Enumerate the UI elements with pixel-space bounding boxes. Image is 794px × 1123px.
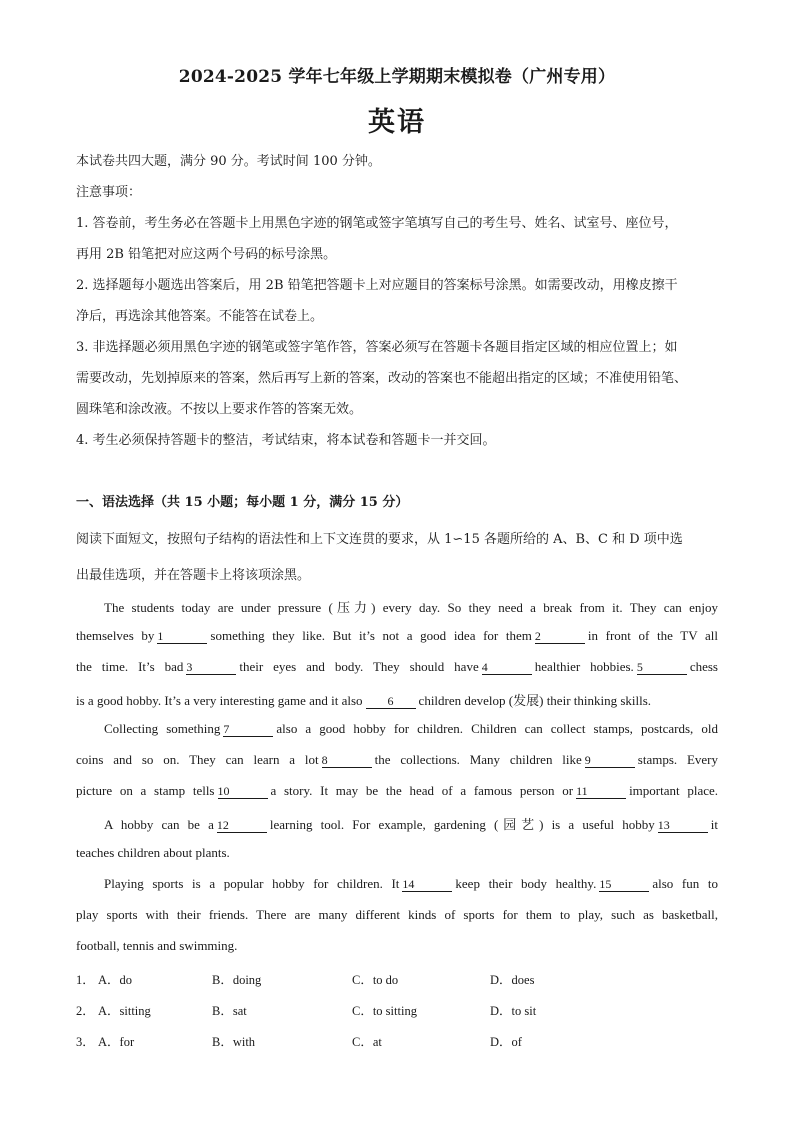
option-a[interactable]: A．do — [98, 973, 133, 987]
blank-5: 5 — [637, 661, 687, 675]
passage-line: picture on a stamp tells 10 a story. It may be the head of a famous person or 11 important place. — [76, 783, 719, 798]
notice-line: 圆珠笔和涂改液。不按以上要求作答的答案无效。 — [76, 402, 363, 417]
notice-line: 4. 考生必须保持答题卡的整洁，考试结束，将本试卷和答题卡一并交回。 — [76, 433, 496, 448]
blank-13: 13 — [658, 819, 708, 833]
notice-line: 净后，再选涂其他答案。不能答在试卷上。 — [76, 309, 324, 324]
option-b[interactable]: B．sat — [212, 1004, 247, 1018]
passage-line: themselves by 1 something they like. But it’s not a good idea for them 2 in front of the TV all — [76, 628, 719, 643]
exam-title: 2024-2025 学年七年级上学期期末模拟卷（广州专用） — [178, 67, 616, 87]
subject-title: 英语 — [368, 107, 426, 138]
blank-1: 1 — [157, 630, 207, 644]
option-d[interactable]: D．does — [490, 973, 535, 987]
option-c[interactable]: C．to sitting — [352, 1004, 417, 1018]
question-number: 1． — [76, 973, 95, 987]
passage-line: is a good hobby. It’s a very interesting game and it also 6 children develop (发展) their thinking skills. — [76, 693, 652, 708]
section-instruction: 出最佳选项，并在答题卡上将该项涂黑。 — [76, 568, 311, 583]
passage-line: football, tennis and swimming. — [76, 938, 238, 953]
blank-4: 4 — [482, 661, 532, 675]
passage-line: the time. It’s bad 3 their eyes and body. They should have 4 healthier hobbies. 5 chess — [76, 659, 718, 674]
blank-10: 10 — [218, 785, 268, 799]
option-c[interactable]: C．at — [352, 1035, 382, 1049]
blank-11: 11 — [576, 785, 626, 799]
passage-line: teaches children about plants. — [76, 845, 230, 860]
option-d[interactable]: D．of — [490, 1035, 522, 1049]
question-number: 3． — [76, 1035, 95, 1049]
blank-2: 2 — [535, 630, 585, 644]
section-instruction: 阅读下面短文，按照句子结构的语法性和上下文连贯的要求，从 1∽15 各题所给的 A、B、C 和 D 项中选 — [76, 532, 683, 547]
notice-line: 再用 2B 铅笔把对应这两个号码的标号涂黑。 — [76, 247, 337, 262]
passage-line: A hobby can be a 12 learning tool. For example, gardening (园艺) is a useful hobby 13 it — [104, 817, 718, 832]
passage-line: play sports with their friends. There are many different kinds of sports for them to play, such as basketball, — [76, 907, 718, 922]
notice-line: 1. 答卷前，考生务必在答题卡上用黑色字迹的钢笔或签字笔填写自己的考生号、姓名、试室号、座位号， — [76, 216, 678, 231]
option-b[interactable]: B．with — [212, 1035, 256, 1049]
option-a[interactable]: A．sitting — [98, 1004, 151, 1018]
passage-line: Playing sports is a popular hobby for children. It 14 keep their body healthy. 15 also fun to — [104, 876, 718, 891]
option-b[interactable]: B．doing — [212, 973, 262, 987]
notice-title: 注意事项： — [76, 185, 142, 200]
blank-6: 6 — [366, 695, 416, 709]
notice-line: 3. 非选择题必须用黑色字迹的钢笔或签字笔作答，答案必须写在答题卡各题目指定区域的相应位置上；如 — [76, 340, 678, 355]
blank-15: 15 — [599, 878, 649, 892]
blank-9: 9 — [585, 754, 635, 768]
question-number: 2． — [76, 1004, 95, 1018]
blank-12: 12 — [217, 819, 267, 833]
blank-7: 7 — [223, 723, 273, 737]
notice-line: 需要改动，先划掉原来的答案，然后再写上新的答案，改动的答案也不能超出指定的区域；不准使用铅笔、 — [76, 371, 688, 386]
passage-line: Collecting something 7 also a good hobby for children. Children can collect stamps, postcards, old — [104, 721, 718, 736]
option-c[interactable]: C．to do — [352, 973, 399, 987]
blank-3: 3 — [186, 661, 236, 675]
section-heading: 一、语法选择（共 15 小题；每小题 1 分，满分 15 分） — [76, 495, 409, 510]
exam-summary: 本试卷共四大题，满分 90 分。考试时间 100 分钟。 — [76, 154, 381, 169]
option-d[interactable]: D．to sit — [490, 1004, 537, 1018]
passage-line: The students today are under pressure (压力) every day. So they need a break from it. They can enjoy — [104, 600, 718, 615]
option-a[interactable]: A．for — [98, 1035, 135, 1049]
notice-line: 2. 选择题每小题选出答案后，用 2B 铅笔把答题卡上对应题目的答案标号涂黑。如需要改动，用橡皮擦干 — [76, 278, 678, 293]
blank-14: 14 — [402, 878, 452, 892]
blank-8: 8 — [322, 754, 372, 768]
passage-line: coins and so on. They can learn a lot 8 the collections. Many children like 9 stamps. Every — [76, 752, 719, 767]
